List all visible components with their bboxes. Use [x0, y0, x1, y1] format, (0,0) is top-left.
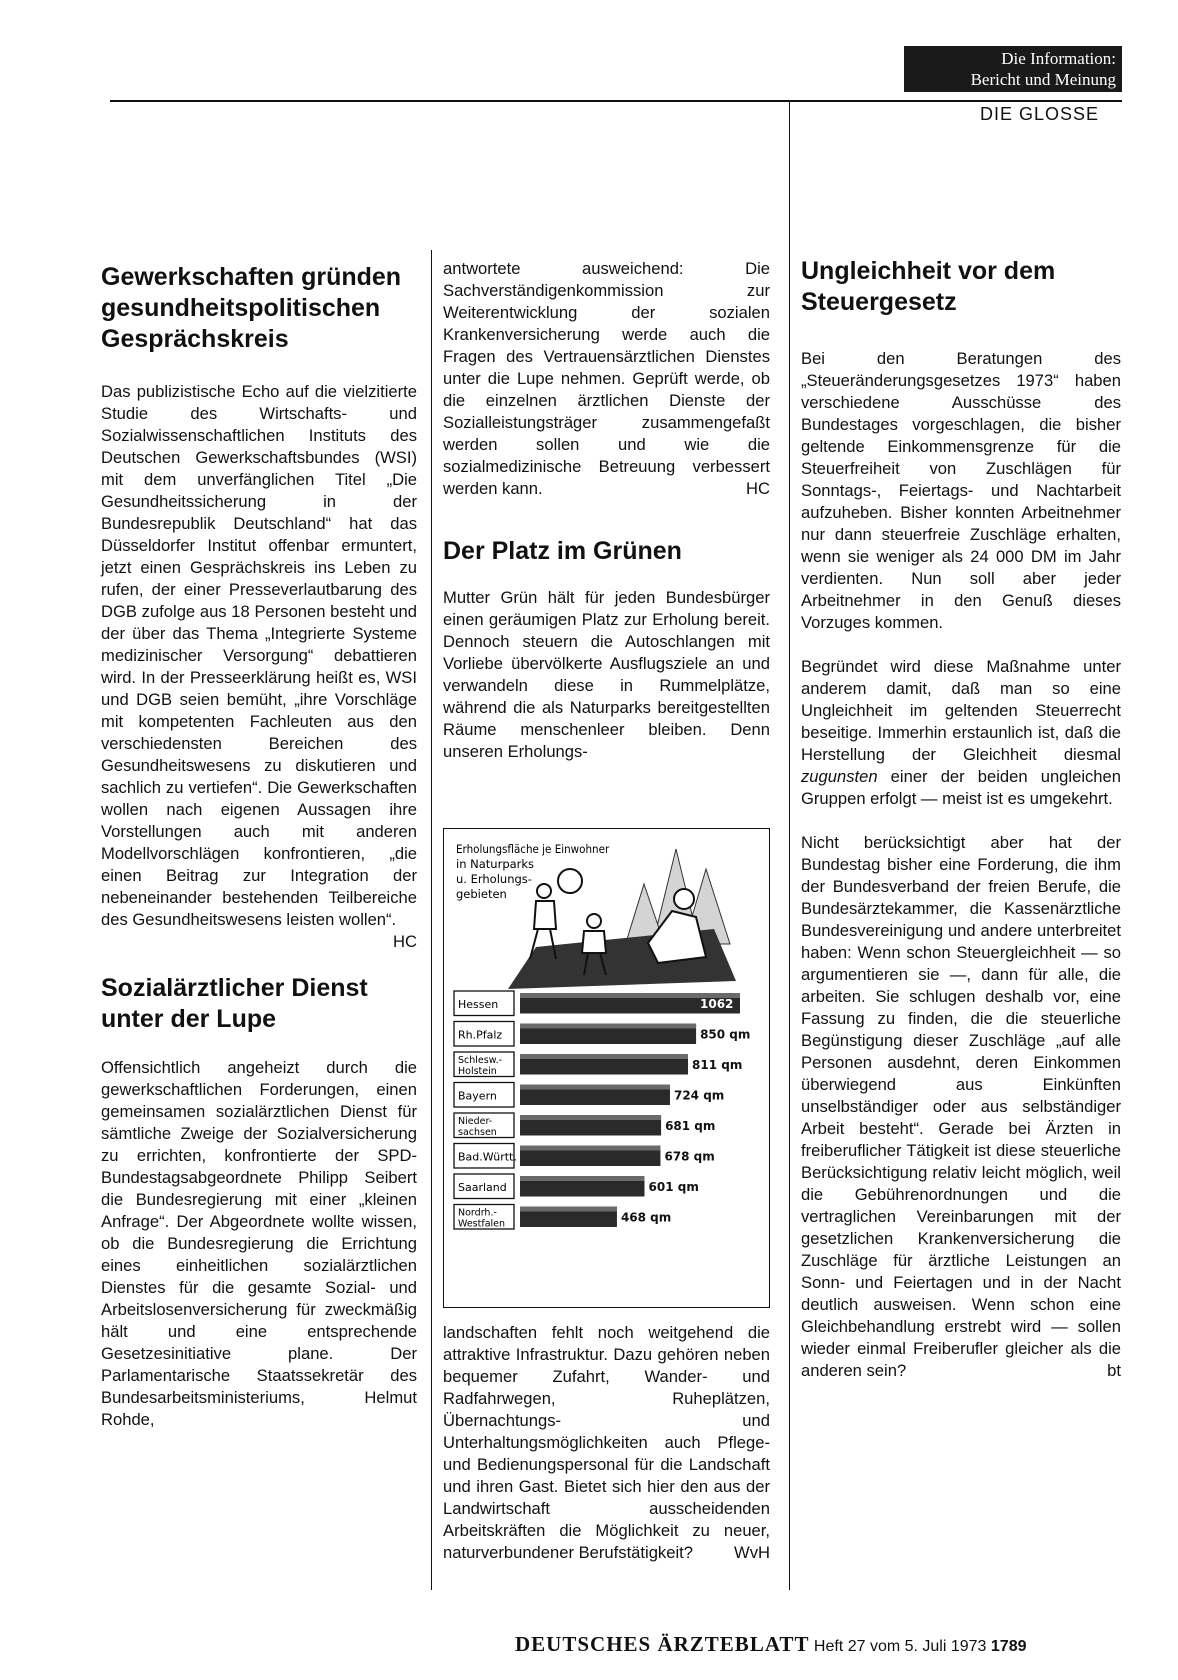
article4-paragraph1: Bei den Beratungen des „Steueränderungsgesetzes 1973“ haben verschiedene Ausschüsse des Bundestages vorgeschlagen, die bisher geltende Einkommensgrenze für die Steuerfreiheit von Zuschlägen für Sonntags-, Feiertags- und Nachtarbeit aufzuheben. Bisher konnten Arbeitnehmer nur dann steuerfreie Zuschläge erhalten, wenn sie weniger als 24 000 DM im Jahr verdienten. Nun soll aber jeder Arbeitnehmer in den Genuß dieses Vorzuges kommen.	[801, 349, 1121, 632]
category-label: Bayern	[458, 1089, 497, 1103]
page-number: 1789	[990, 1638, 1027, 1655]
chart-title-line1: Erholungsfläche je Einwohner	[456, 842, 610, 856]
glosse-label: DIE GLOSSE	[980, 104, 1100, 124]
column-rule-right	[789, 100, 790, 1590]
article4-paragraph3: Nicht berücksichtigt aber hat der Bundestag bisher eine Forderung, die ihm der Bundesverband der freien Berufe, die Bundesärztekammer, die Kassenärztliche Bundesvereinigung und andere unterbreitet haben: Wenn schon Steuergleichheit — so argumentieren sie —, dann für alle, die arbeiten. Sie schlugen deshalb vor, eine Fassung zu finden, die die steuerliche Begünstigung dieser Zuschläge „auf alle Personen ausdehnt, deren Einkommen überwiegend aus Einkünften unselbständiger oder aus selbständiger Arbeit besteht“. Gerade bei Ärzten in freiberuflicher Tätigkeit ist diese steuerliche Berücksichtigung relativ leicht möglich, weil die Gebührenordnungen und die vertraglichen Vereinbarungen mit der gesetzlichen Krankenversicherung die Zuschläge für ärztliche Leistungen an Sonn- und Feiertagen und in der Nacht deutlich ausweisen. Wenn schon eine Gleichbehandlung erstrebt wird — sollen wieder einmal Freiberufler gleicher als die anderen sein? bt	[801, 833, 1121, 1380]
column-rule-middle	[431, 250, 432, 1590]
bar-top-face	[520, 1054, 688, 1059]
value-label: 468 qm	[620, 1210, 672, 1225]
article2-continued: antwortete ausweichend: Die Sachverständigenkommission zur Weiterentwicklung der sozialen Krankenversicherung werde auch die Fragen des Vertrauensärztlichen Dienstes unter die Lupe nehmen. Geprüft werde, ob die einzelnen ärztlichen Dienste der Sozialleistungsträger zusammengefaßt werden sollen und wie die sozialmedizinische Betreuung verbessert werden kann. HC	[443, 259, 770, 498]
section-badge	[904, 46, 1122, 92]
article2-signature: HC	[746, 479, 770, 498]
ball-icon	[558, 869, 582, 893]
value-label: 678 qm	[664, 1149, 715, 1164]
article3-body: Mutter Grün hält für jeden Bundesbürger einen geräumigen Platz zur Erholung bereit. Dennoch steuern die Autoschlangen mit Vorliebe übervölkerte Ausflugsziele an und verwandeln diese in Rummelplätze, während die als Naturparks bereitgestellten Räume menschenleer bleiben. Denn unseren Erholungs-	[443, 588, 770, 761]
value-label: 681 qm	[665, 1119, 716, 1133]
article3-title: Der Platz im Grünen	[443, 537, 682, 565]
column-1	[101, 262, 417, 1431]
bar-top-face	[520, 1024, 696, 1029]
category-label: sachsen	[458, 1127, 497, 1138]
category-label: Holstein	[458, 1066, 497, 1077]
category-label: Bad.Württ.	[458, 1150, 517, 1164]
page-footer	[515, 1632, 1027, 1657]
section-label-line2: Bericht und Meinung	[970, 70, 1116, 89]
value-label: 1062	[700, 997, 734, 1011]
value-label: 811 qm	[692, 1058, 743, 1072]
category-label: Nordrh.-	[458, 1207, 497, 1219]
category-label: Hessen	[458, 998, 499, 1011]
category-label: Schlesw.-	[458, 1055, 503, 1066]
chart-frame	[443, 828, 770, 1308]
article4-title: Ungleichheit vor dem Steuergesetz	[801, 257, 1056, 316]
chart-title-line2: in Naturparks	[456, 857, 535, 871]
article3-continued: landschaften fehlt noch weitgehend die attraktive Infrastruktur. Dazu gehören neben bequemer Zufahrt, Wander- und Radfahrwegen, Ruheplätzen, Übernachtungs- und Unterhaltungsmöglichkeiten auch Pflege- und Bedienungspersonal für die Landschaft und ihren Gast. Bietet sich hier den aus der Landwirtschaft ausscheidenden Arbeitskräften die Möglichkeit zu neuer, naturverbundener Berufstätigkeit? WvH	[443, 1323, 770, 1562]
recreation-area-chart	[444, 829, 768, 1306]
bar-top-face	[520, 1115, 661, 1120]
article3-signature: WvH	[734, 1543, 770, 1562]
value-label: 601 qm	[648, 1180, 699, 1194]
article2-body: Offensichtlich angeheizt durch die gewerkschaftlichen Forderungen, einen gemeinsamen sozialärztlichen Dienst für sämtliche Zweige der Sozialversicherung zu errichten, konfrontierte der SPD-Bundestagsabgeordnete Philipp Seibert die Bundesregierung mit einer „kleinen Anfrage“. Der Abgeordnete wollte wissen, ob die Bundesregierung die Errichtung eines einheitlichen sozialärztlichen Dienstes für die gesamte Sozial- und Arbeitslosenversicherung für zweckmäßig hält und eine entsprechende Gesetzesinitiative plane. Der Parlamentarische Staatssekretär des Bundesarbeitsministeriums, Helmut Rohde,	[101, 1058, 417, 1429]
article2-title: Sozialärztlicher Dienst unter der Lupe	[101, 974, 368, 1033]
bar-top-face	[520, 1085, 670, 1090]
column-2	[443, 258, 770, 763]
bar-top-face	[520, 1146, 660, 1151]
category-label: Nieder-	[458, 1116, 493, 1127]
article1-body: Das publizistische Echo auf die vielzitierte Studie des Wirtschafts- und Sozialwissenschaftlichen Instituts des Deutschen Gewerkschaftsbundes (WSI) mit dem unverfänglichen Titel „Die Gesundheitssicherung in der Bundesrepublik Deutschland“ hat das Düsseldorfer Institut offenbar ermuntert, jetzt einen Gesprächskreis ins Leben zu rufen, der einer Presseverlautbarung des DGB zufolge aus 18 Personen besteht und der über das Thema „Integrierte Systeme medizinischer Versorgung“ debattieren wird. In der Presseerklärung heißt es, WSI und DGB seien bemüht, „ihre Vorschläge mit kompetenten Fachleuten aus den verschiedensten Bereichen des Gesundheitswesens zu diskutieren und sachlich zu vertiefen“. Die Gewerkschaften wollen nach eigenen Aussagen ihre Vorstellungen auch mit anderen Modellvorschlägen konfrontieren, „die einen Beitrag zur Integration der nebeneinander bestehenden Teilbereiche des Gesundheitswesens leisten wollen“. HC	[101, 382, 417, 951]
issue-info: Heft 27 vom 5. Juli 1973	[813, 1638, 987, 1655]
bar-top-face	[520, 1176, 645, 1181]
article4-signature: bt	[1107, 1361, 1121, 1380]
column-3	[801, 256, 1121, 1382]
category-label: Rh.Pfalz	[458, 1028, 503, 1042]
value-label: 850 qm	[700, 1027, 751, 1042]
masthead: DEUTSCHES ÄRZTEBLATT	[515, 1632, 810, 1656]
category-label: Westfalen	[458, 1218, 506, 1230]
chart-title-line4: gebieten	[456, 887, 507, 901]
section-label-line1: Die Information:	[1001, 49, 1116, 68]
header-rule	[110, 100, 1122, 102]
article1-title: Gewerkschaften gründen gesundheitspolitischen Gesprächskreis	[101, 263, 402, 353]
value-label: 724 qm	[673, 1088, 725, 1103]
chart-title-line3: u. Erholungs-	[456, 872, 532, 886]
category-label: Saarland	[458, 1181, 507, 1194]
article1-signature: HC	[393, 932, 417, 951]
bar-top-face	[520, 1207, 617, 1212]
chart-bars	[454, 991, 750, 1230]
column-2-continued	[443, 1322, 770, 1564]
article4-paragraph2: Begründet wird diese Maßnahme unter anderem damit, daß man so eine Ungleichheit im geltenden Steuerrecht beseitige. Immerhin erstaunlich ist, daß die Herstellung der Gleichheit diesmal zugunsten einer der beiden ungleichen Gruppen erfolgt — meist ist es umgekehrt.	[801, 657, 1121, 808]
